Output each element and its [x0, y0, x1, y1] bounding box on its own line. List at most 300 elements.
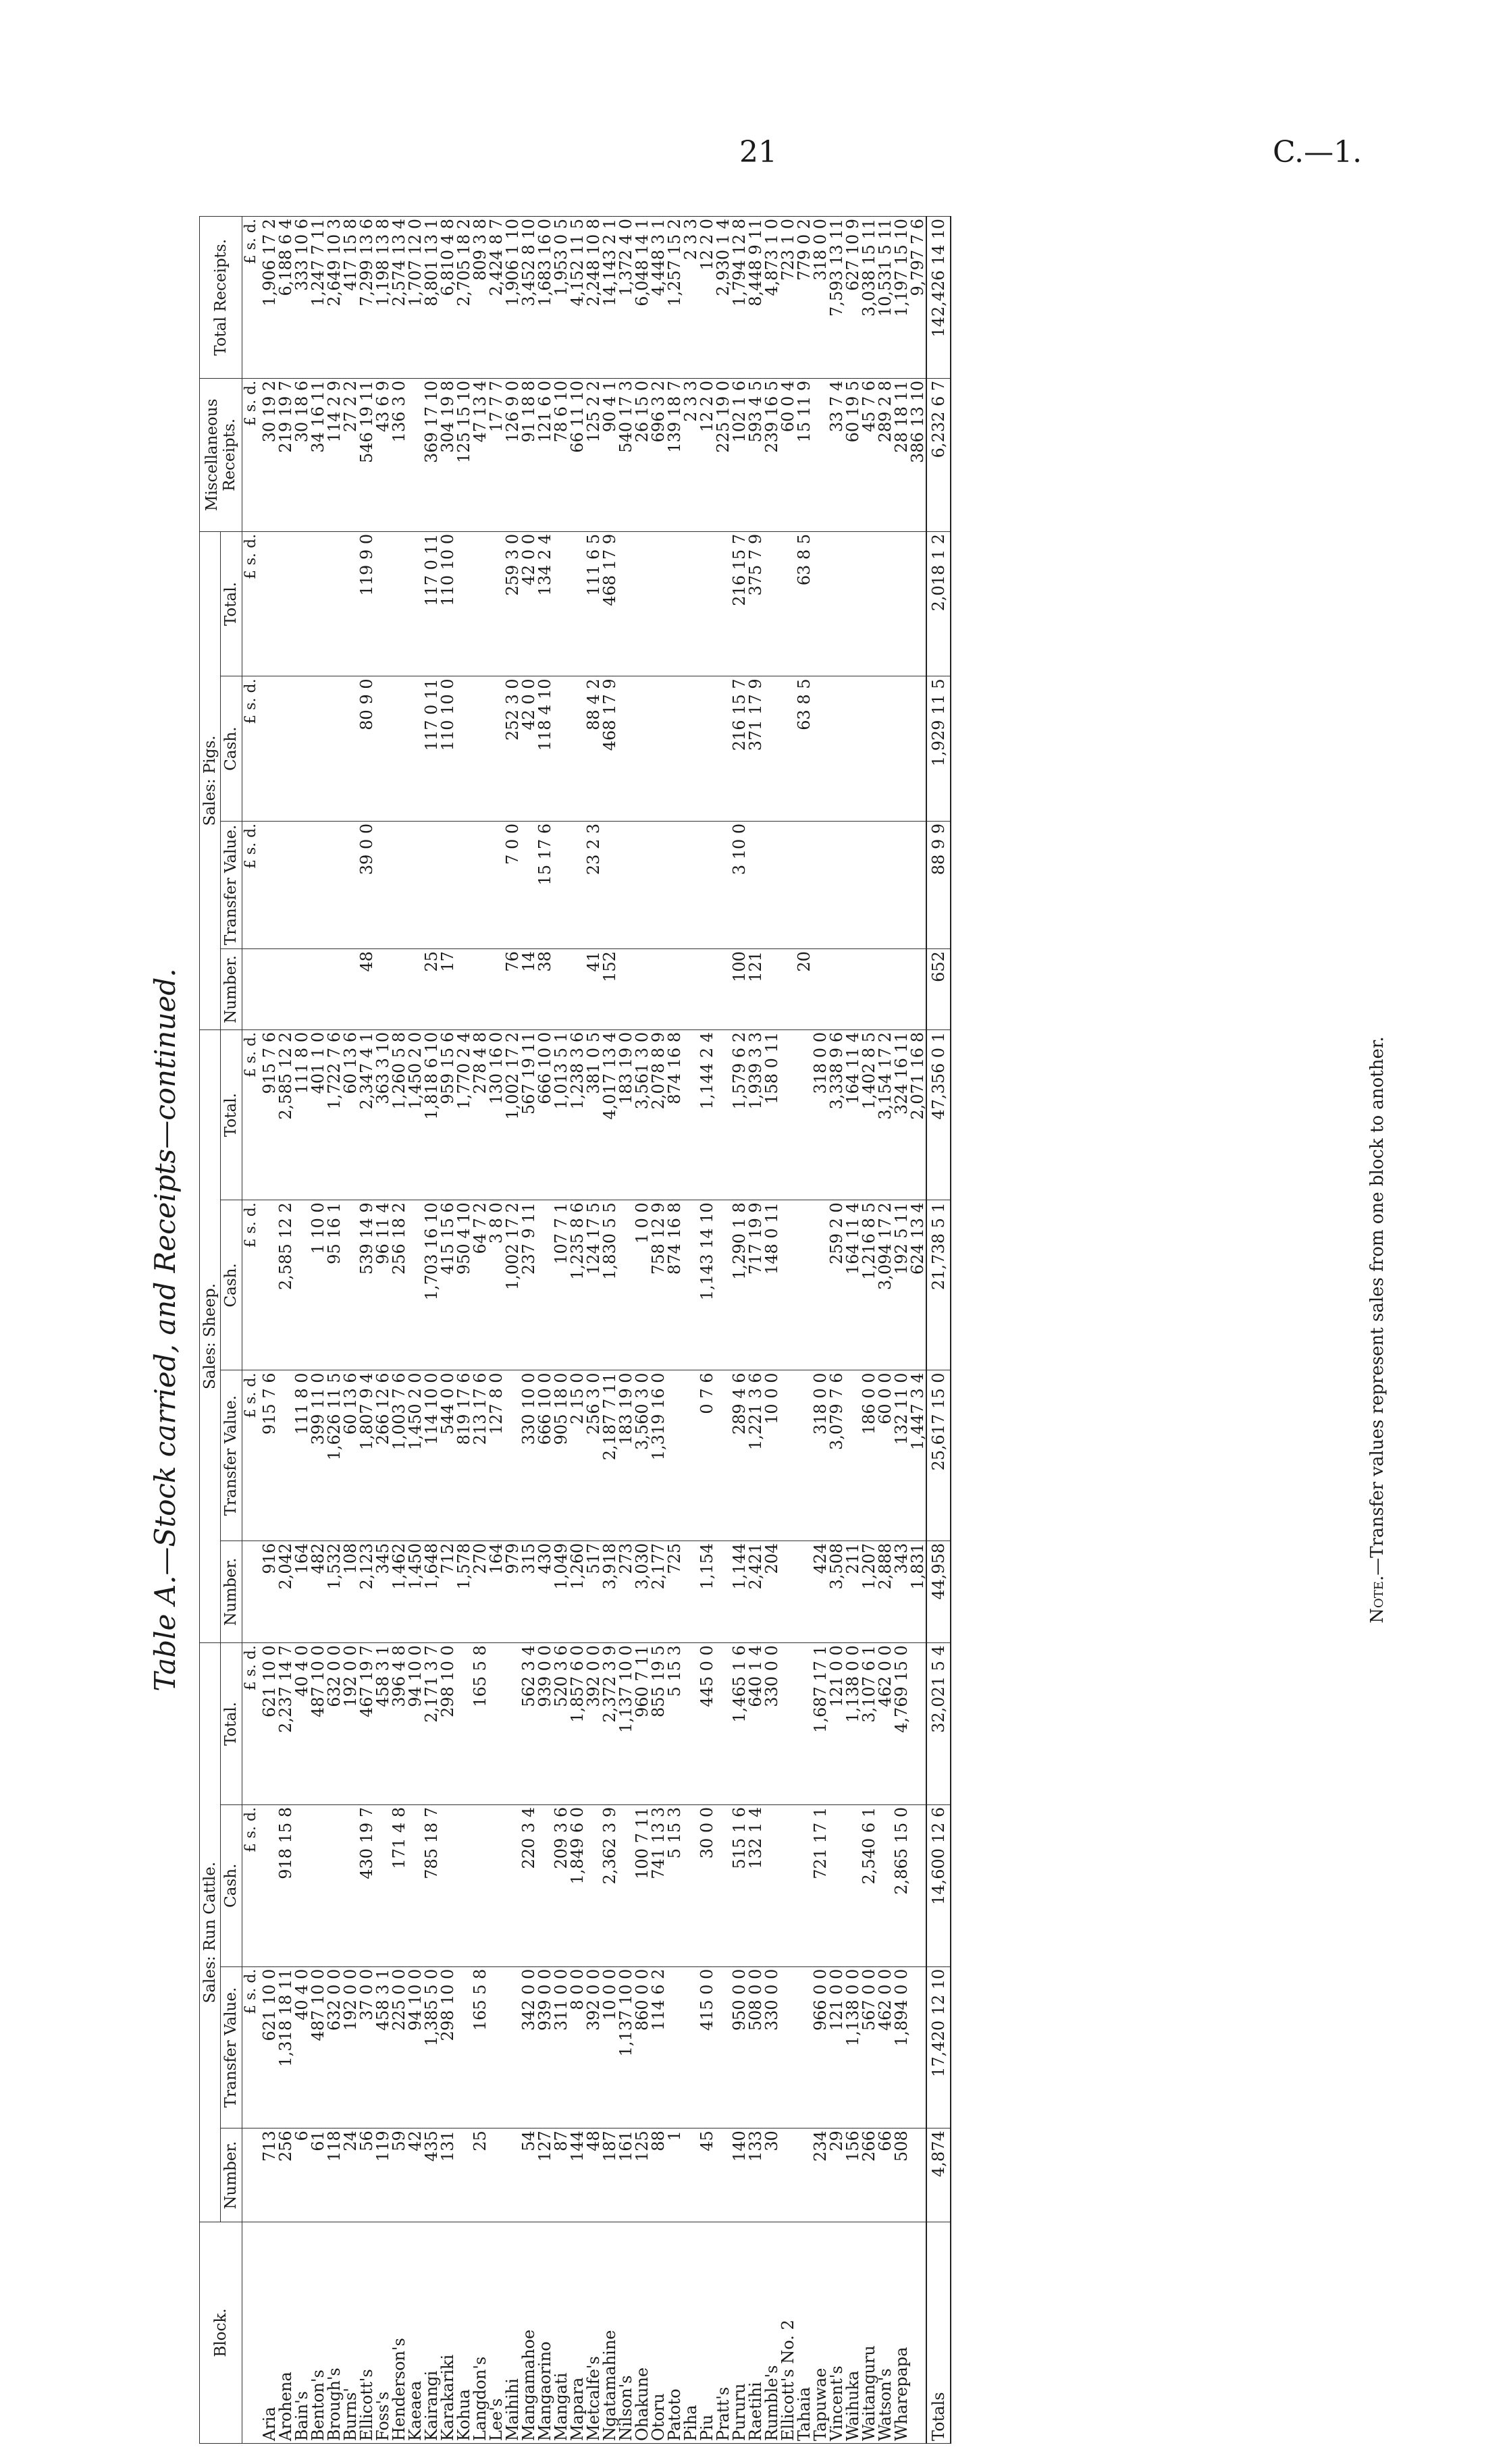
series-label: C.—1. [1273, 135, 1363, 169]
table-row [294, 217, 310, 2444]
value-cell: 1,450 [407, 1541, 423, 1642]
value-cell: 66 [877, 2128, 893, 2222]
value-cell: 4,152 11 5 [569, 217, 585, 379]
value-cell [812, 676, 828, 821]
table-row [845, 217, 861, 2444]
value-cell [375, 676, 391, 821]
value-cell: 100 [731, 949, 747, 1030]
value-cell [504, 1643, 521, 1805]
value-cell: 117 0 11 [423, 676, 440, 821]
value-cell: 1,450 2 0 [407, 1370, 423, 1541]
value-cell: 4,448 3 1 [650, 217, 666, 379]
value-cell: 632 0 0 [326, 1643, 342, 1805]
value-cell: 41 [585, 949, 602, 1030]
value-cell: 445 0 0 [699, 1643, 715, 1805]
table-row [634, 217, 650, 2444]
value-cell [472, 531, 488, 676]
col-group-pigs: Sales: Pigs. [200, 531, 221, 1029]
value-cell [909, 676, 926, 821]
value-cell [877, 531, 893, 676]
value-cell: 652 [926, 949, 951, 1030]
table-row [359, 217, 375, 2444]
value-cell: 156 [845, 2128, 861, 2222]
value-cell: 42 0 0 [521, 676, 537, 821]
block-name: Mangamahoe [521, 2222, 537, 2444]
value-cell [569, 676, 585, 821]
value-cell: 171 4 8 [391, 1804, 407, 1966]
table-row [683, 217, 699, 2444]
value-cell: 916 [260, 1541, 277, 1642]
col-header-pigs-cash: Cash. [221, 676, 242, 821]
value-cell [310, 1804, 326, 1966]
value-cell: 546 19 11 [359, 378, 375, 531]
value-cell: 1,830 5 5 [602, 1200, 618, 1370]
value-cell: 809 3 8 [472, 217, 488, 379]
table-row [521, 217, 537, 2444]
value-cell: 192 0 0 [342, 1966, 359, 2128]
block-name: Vincent's [828, 2222, 845, 2444]
value-cell [391, 676, 407, 821]
block-name: Benton's [310, 2222, 326, 2444]
value-cell: 1,257 15 2 [666, 217, 683, 379]
col-header-block: Block. [200, 2222, 242, 2444]
value-cell [666, 949, 683, 1030]
value-cell: 713 [260, 2128, 277, 2222]
value-cell: 1,385 5 0 [423, 1966, 440, 2128]
value-cell: 14,600 12 6 [926, 1804, 951, 1966]
value-cell: 3,079 7 6 [828, 1370, 845, 1541]
value-cell [472, 676, 488, 821]
value-cell: 131 [440, 2128, 456, 2222]
value-cell: 2,574 13 4 [391, 217, 407, 379]
value-cell [909, 531, 926, 676]
value-cell: 127 8 0 [488, 1370, 504, 1541]
block-name: Ohakune [634, 2222, 650, 2444]
value-cell: 192 5 11 [893, 1200, 909, 1370]
value-cell [310, 531, 326, 676]
value-cell: 40 4 0 [294, 1966, 310, 2128]
units-cell: £ s. d. [242, 1966, 260, 2128]
value-cell [407, 1200, 423, 1370]
value-cell [780, 1643, 796, 1805]
table-row [828, 217, 845, 2444]
value-cell [893, 676, 909, 821]
value-cell [764, 821, 780, 948]
col-header-cattle-cash: Cash. [221, 1804, 242, 1966]
value-cell: 25 [472, 2128, 488, 2222]
value-cell: 2,540 6 1 [861, 1804, 877, 1966]
value-cell: 1,002 17 2 [504, 1029, 521, 1200]
value-cell [683, 676, 699, 821]
value-cell: 111 6 5 [585, 531, 602, 676]
block-name [909, 2222, 926, 2444]
value-cell: 273 [618, 1541, 634, 1642]
table-row [504, 217, 521, 2444]
value-cell: 855 19 5 [650, 1643, 666, 1805]
block-name: Henderson's [391, 2222, 407, 2444]
value-cell [812, 531, 828, 676]
table-row [375, 217, 391, 2444]
value-cell [877, 676, 893, 821]
value-cell: 3,560 3 0 [634, 1370, 650, 1541]
value-cell: 30 [764, 2128, 780, 2222]
value-cell: 121 [747, 949, 764, 1030]
col-header-sheep-number: Number. [221, 1541, 242, 1642]
value-cell: 2,248 10 8 [585, 217, 602, 379]
value-cell [310, 949, 326, 1030]
value-cell: 144 [569, 2128, 585, 2222]
table-row [553, 217, 569, 2444]
value-cell [326, 1804, 342, 1966]
block-name: Brough's [326, 2222, 342, 2444]
table-row [699, 217, 715, 2444]
value-cell [796, 1029, 812, 1200]
value-cell: 256 [277, 2128, 294, 2222]
units-cell: £ s. d. [242, 1804, 260, 1966]
value-cell [618, 949, 634, 1030]
value-cell [521, 821, 537, 948]
value-cell [683, 821, 699, 948]
value-cell [909, 821, 926, 948]
value-cell: 515 1 6 [731, 1804, 747, 1966]
value-cell [342, 1804, 359, 1966]
value-cell: 544 0 0 [440, 1370, 456, 1541]
value-cell: 915 7 6 [260, 1370, 277, 1541]
value-cell: 298 10 0 [440, 1966, 456, 2128]
value-cell [780, 821, 796, 948]
value-cell: 186 0 0 [861, 1370, 877, 1541]
value-cell [375, 531, 391, 676]
value-cell: 27 2 2 [342, 378, 359, 531]
value-cell: 3,030 [634, 1541, 650, 1642]
value-cell: 1,318 18 11 [277, 1966, 294, 2128]
value-cell [618, 1200, 634, 1370]
value-cell: 298 10 0 [440, 1643, 456, 1805]
value-cell: 17,420 12 10 [926, 1966, 951, 2128]
table-row [472, 217, 488, 2444]
value-cell: 1,402 8 5 [861, 1029, 877, 1200]
value-cell: 59 [391, 2128, 407, 2222]
value-cell: 2,177 [650, 1541, 666, 1642]
col-header-total-receipts: Total Receipts. [200, 217, 242, 379]
block-name: Waihuka [845, 2222, 861, 2444]
value-cell [909, 2128, 926, 2222]
value-cell: 3,561 3 0 [634, 1029, 650, 1200]
value-cell: 3,918 [602, 1541, 618, 1642]
value-cell: 121 0 0 [828, 1966, 845, 2128]
value-cell: 430 19 7 [359, 1804, 375, 1966]
value-cell: 3,452 8 10 [521, 217, 537, 379]
value-cell: 487 10 0 [310, 1966, 326, 2128]
value-cell: 127 [537, 2128, 553, 2222]
value-cell: 1,687 17 1 [812, 1643, 828, 1805]
value-cell [715, 821, 731, 948]
value-cell [828, 949, 845, 1030]
value-cell: 458 3 1 [375, 1966, 391, 2128]
value-cell: 88 4 2 [585, 676, 602, 821]
block-name: Rumble's [764, 2222, 780, 2444]
value-cell [780, 949, 796, 1030]
block-name: Tahaia [796, 2222, 812, 2444]
value-cell: 666 10 0 [537, 1370, 553, 1541]
table-row [731, 217, 747, 2444]
value-cell [407, 949, 423, 1030]
value-cell: 192 0 0 [342, 1643, 359, 1805]
value-cell [666, 1370, 683, 1541]
value-cell [683, 531, 699, 676]
value-cell: 161 [618, 2128, 634, 2222]
value-cell: 779 0 2 [796, 217, 812, 379]
value-cell [294, 531, 310, 676]
value-cell [796, 1541, 812, 1642]
value-cell [277, 1370, 294, 1541]
value-cell [618, 821, 634, 948]
value-cell [537, 1804, 553, 1966]
block-name: Kohua [456, 2222, 472, 2444]
col-header-cattle-number: Number. [221, 2128, 242, 2222]
value-cell [796, 1200, 812, 1370]
value-cell: 66 11 10 [569, 378, 585, 531]
value-cell: 8 0 0 [569, 1966, 585, 2128]
value-cell: 88 [650, 2128, 666, 2222]
block-name: Kairangi [423, 2222, 440, 2444]
value-cell: 2,372 3 9 [602, 1643, 618, 1805]
value-cell: 38 [537, 949, 553, 1030]
value-cell: 1 [666, 2128, 683, 2222]
value-cell: 741 13 3 [650, 1804, 666, 1966]
block-name: Bain's [294, 2222, 310, 2444]
value-cell [472, 1804, 488, 1966]
value-cell [634, 821, 650, 948]
col-group-cattle: Sales: Run Cattle. [200, 1643, 221, 2222]
value-cell: 1,939 3 3 [747, 1029, 764, 1200]
value-cell: 517 [585, 1541, 602, 1642]
value-cell: 39 0 0 [359, 821, 375, 948]
value-cell [715, 949, 731, 1030]
value-cell: 1,143 14 10 [699, 1200, 715, 1370]
value-cell [780, 1541, 796, 1642]
table-row [796, 217, 812, 2444]
value-cell [812, 378, 828, 531]
value-cell: 1,221 3 6 [747, 1370, 764, 1541]
value-cell [699, 531, 715, 676]
value-cell: 4,769 15 0 [893, 1643, 909, 1805]
col-header-pigs-transfer: Transfer Value. [221, 821, 242, 948]
value-cell: 540 17 3 [618, 378, 634, 531]
value-cell: 712 [440, 1541, 456, 1642]
value-cell: 26 15 0 [634, 378, 650, 531]
value-cell [683, 1370, 699, 1541]
value-cell: 14 [521, 949, 537, 1030]
value-cell: 1,794 12 8 [731, 217, 747, 379]
value-cell: 96 11 4 [375, 1200, 391, 1370]
value-cell: 213 17 6 [472, 1370, 488, 1541]
table-row [260, 217, 277, 2444]
value-cell: 318 0 0 [812, 1370, 828, 1541]
value-cell [407, 1804, 423, 1966]
value-cell: 76 [504, 949, 521, 1030]
value-cell: 119 [375, 2128, 391, 2222]
value-cell: 1,447 3 4 [909, 1370, 926, 1541]
value-cell: 2,421 [747, 1541, 764, 1642]
value-cell: 47 13 4 [472, 378, 488, 531]
empty-cell [242, 2128, 260, 2222]
value-cell: 4,874 [926, 2128, 951, 2222]
value-cell [342, 949, 359, 1030]
value-cell: 1,857 6 0 [569, 1643, 585, 1805]
value-cell: 1,849 6 0 [569, 1804, 585, 1966]
value-cell: 117 0 11 [423, 531, 440, 676]
table-row [715, 217, 731, 2444]
value-cell: 520 3 6 [553, 1643, 569, 1805]
value-cell: 130 16 0 [488, 1029, 504, 1200]
value-cell: 140 [731, 2128, 747, 2222]
value-cell [488, 1966, 504, 2128]
value-cell [488, 2128, 504, 2222]
value-cell [666, 676, 683, 821]
value-cell: 121 0 0 [828, 1643, 845, 1805]
value-cell [780, 1029, 796, 1200]
value-cell: 63 8 5 [796, 676, 812, 821]
value-cell: 121 6 0 [537, 378, 553, 531]
value-cell: 696 3 2 [650, 378, 666, 531]
col-header-sheep-cash: Cash. [221, 1200, 242, 1370]
col-header-cattle-total: Total. [221, 1643, 242, 1805]
value-cell: 1,929 11 5 [926, 676, 951, 821]
value-cell: 33 7 4 [828, 378, 845, 531]
table-row [440, 217, 456, 2444]
table-row [488, 217, 504, 2444]
value-cell: 1,138 0 0 [845, 1966, 861, 2128]
value-cell: 1,532 [326, 1541, 342, 1642]
value-cell: 371 17 9 [747, 676, 764, 821]
value-cell [812, 949, 828, 1030]
value-cell [260, 821, 277, 948]
value-cell: 270 [472, 1541, 488, 1642]
value-cell: 252 3 0 [504, 676, 521, 821]
value-cell [699, 821, 715, 948]
value-cell: 3,094 17 2 [877, 1200, 893, 1370]
value-cell: 627 10 9 [845, 217, 861, 379]
value-cell: 6,232 6 7 [926, 378, 951, 531]
block-name: Aria [260, 2222, 277, 2444]
value-cell: 8,801 13 1 [423, 217, 440, 379]
value-cell: 905 18 0 [553, 1370, 569, 1541]
value-cell: 1,137 10 0 [618, 1966, 634, 2128]
value-cell: 960 7 11 [634, 1643, 650, 1805]
value-cell: 10 0 0 [764, 1370, 780, 1541]
value-cell: 3 10 0 [731, 821, 747, 948]
value-cell: 44,958 [926, 1541, 951, 1642]
value-cell [909, 1804, 926, 1966]
value-cell [407, 676, 423, 821]
value-cell: 666 10 0 [537, 1029, 553, 1200]
value-cell: 142,426 14 10 [926, 217, 951, 379]
value-cell: 9,797 7 6 [909, 217, 926, 379]
value-cell: 1,462 [391, 1541, 407, 1642]
block-name: Patoto [666, 2222, 683, 2444]
value-cell: 508 0 0 [747, 1966, 764, 2128]
value-cell: 126 9 0 [504, 378, 521, 531]
value-cell: 132 1 4 [747, 1804, 764, 1966]
value-cell: 375 7 9 [747, 531, 764, 676]
value-cell: 458 3 1 [375, 1643, 391, 1805]
units-cell: £ s. d. [242, 531, 260, 676]
value-cell: 42 0 0 [521, 531, 537, 676]
block-name: Langdon's [472, 2222, 488, 2444]
value-cell [699, 949, 715, 1030]
value-cell: 1,144 [731, 1541, 747, 1642]
value-cell: 139 18 7 [666, 378, 683, 531]
value-cell: 401 1 0 [310, 1029, 326, 1200]
value-cell [391, 821, 407, 948]
value-cell: 164 11 4 [845, 1029, 861, 1200]
value-cell: 48 [359, 949, 375, 1030]
empty-cell [242, 949, 260, 1030]
col-header-misc: Miscellaneous Receipts. [200, 378, 242, 531]
value-cell: 1,578 [456, 1541, 472, 1642]
value-cell: 110 10 0 [440, 531, 456, 676]
value-cell [537, 1200, 553, 1370]
value-cell [618, 531, 634, 676]
value-cell: 1,198 13 8 [375, 217, 391, 379]
table-row [585, 217, 602, 2444]
value-cell: 2,171 3 7 [423, 1643, 440, 1805]
value-cell: 1,894 0 0 [893, 1966, 909, 2128]
value-cell: 29 [828, 2128, 845, 2222]
value-cell [391, 949, 407, 1030]
value-cell: 12 2 0 [699, 217, 715, 379]
value-cell: 2,347 4 1 [359, 1029, 375, 1200]
value-cell: 386 13 10 [909, 378, 926, 531]
value-cell: 468 17 9 [602, 676, 618, 821]
value-cell: 32,021 5 4 [926, 1643, 951, 1805]
value-cell [456, 2128, 472, 2222]
value-cell: 539 14 9 [359, 1200, 375, 1370]
block-name: Maihihi [504, 2222, 521, 2444]
value-cell [326, 821, 342, 948]
col-header-sheep-transfer: Transfer Value. [221, 1370, 242, 1541]
value-cell [456, 1643, 472, 1805]
value-cell: 915 7 6 [260, 1029, 277, 1200]
value-cell: 1,818 6 10 [423, 1029, 440, 1200]
value-cell [764, 531, 780, 676]
value-cell [715, 1200, 731, 1370]
value-cell: 102 1 6 [731, 378, 747, 531]
value-cell: 15 17 6 [537, 821, 553, 948]
value-cell: 94 10 0 [407, 1643, 423, 1805]
value-cell: 462 0 0 [877, 1643, 893, 1805]
value-cell [423, 821, 440, 948]
units-cell: £ s. d. [242, 676, 260, 821]
value-cell: 2,930 1 4 [715, 217, 731, 379]
table-title: Table A.—Stock carried, and Receipts—continued. [149, 968, 182, 1692]
value-cell: 1,260 5 8 [391, 1029, 407, 1200]
value-cell: 209 3 6 [553, 1804, 569, 1966]
value-cell: 330 0 0 [764, 1966, 780, 2128]
value-cell [440, 1804, 456, 1966]
value-cell: 133 [747, 2128, 764, 2222]
value-cell: 1,235 8 6 [569, 1200, 585, 1370]
value-cell: 1,906 1 10 [504, 217, 521, 379]
value-cell: 2,865 15 0 [893, 1804, 909, 1966]
value-cell: 118 4 10 [537, 676, 553, 821]
value-cell: 111 8 0 [294, 1029, 310, 1200]
value-cell: 860 0 0 [634, 1966, 650, 2128]
value-cell [828, 821, 845, 948]
table-row [456, 217, 472, 2444]
value-cell [715, 1370, 731, 1541]
